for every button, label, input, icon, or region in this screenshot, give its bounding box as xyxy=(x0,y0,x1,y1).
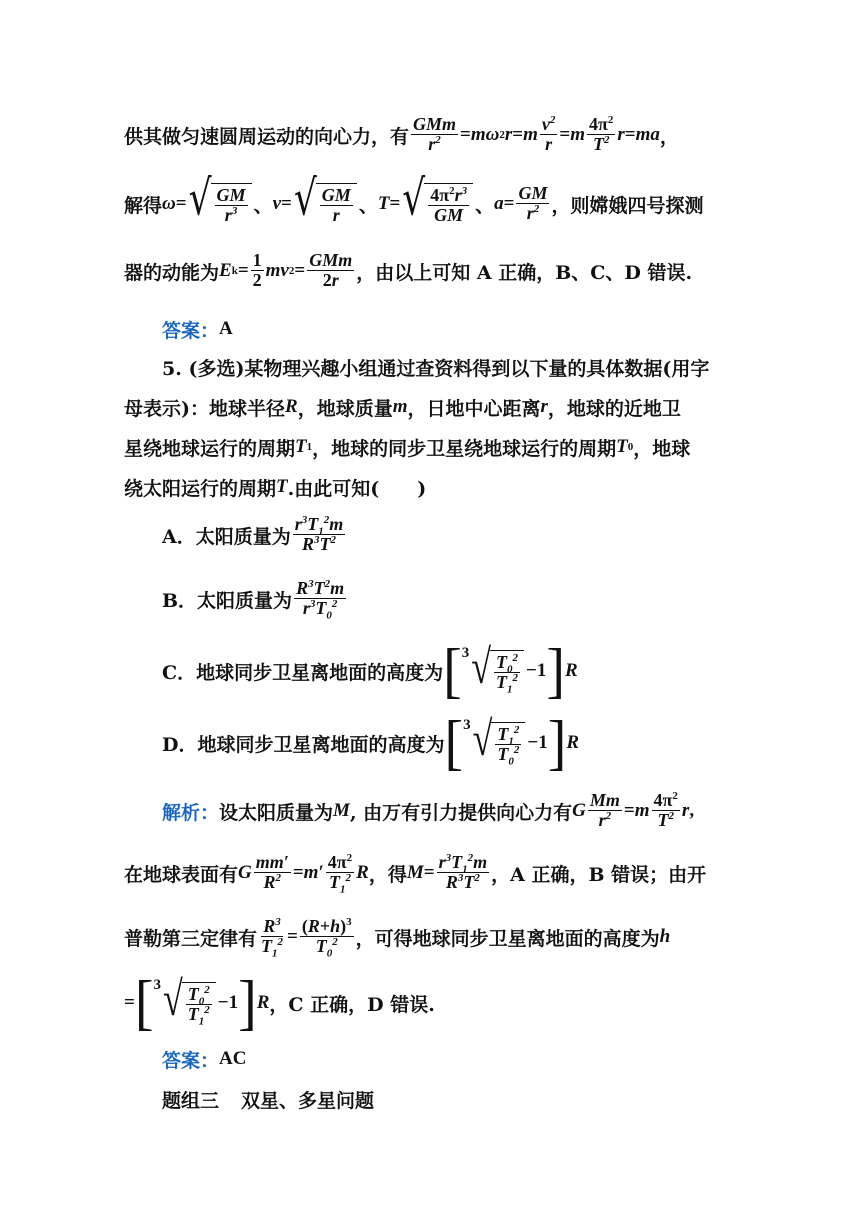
option-a[interactable]: A．太阳质量为 $\frac{r^3T_1^2m}{R^3T^2}$ xyxy=(162,514,344,555)
answer-line: 答案： AC xyxy=(162,1048,247,1072)
analysis-line-1: 解析： 设太阳质量为 M , 由万有引力提供向心力有 G $\frac{Mm}{r^2}$ = m $\frac{4\pi^2}{T^2}$ r , xyxy=(162,790,695,831)
formula: $\frac{v^2}{r}$ xyxy=(541,114,556,155)
question-5-line-4: 绕太阳运行的周期 T .由此可知( ) xyxy=(124,476,427,500)
text: 供其做匀速圆周运动的向心力，有 xyxy=(124,125,410,148)
section-heading: 题组三 双星、多星问题 xyxy=(162,1089,375,1112)
sqrt-formula: √ $\frac{GM}{r^3}$ xyxy=(189,183,252,226)
sqrt-formula: √ $\frac{4\pi^2r^3}{GM}$ xyxy=(402,183,473,226)
option-d[interactable]: D．地球同步卫星离地面的高度为 [ 3 √ $\frac{T_1^2}{T_0^2}$ −1 ] R xyxy=(162,708,580,778)
analysis-line-4: = [ 3 √ $\frac{T_0^2}{T_1^2}$ −1 ] R ，C 正确，D 错误. xyxy=(124,968,435,1038)
option-c[interactable]: C．地球同步卫星离地面的高度为 [ 3 √ $\frac{T_0^2}{T_1^2}$ −1 ] R xyxy=(162,636,578,706)
solution-line-3: 器的动能为 E k = $\frac{1}{2}$ mv 2 = $\frac{\text{GMm}}{2r}$ ，由以上可知 A 正确，B、C、D 错误. xyxy=(124,250,693,291)
answer-line: 答案： A xyxy=(162,318,233,342)
formula: $\frac{\text{GMm}}{r^2}$ xyxy=(413,114,457,155)
solution-line-2: 解得 ω = √ $\frac{GM}{r^3}$ 、 v = √ $\frac{GM}{r}$ 、 T = √ $\frac{4\pi^2r^3}{GM}$ 、 a = $\frac{GM}{r^2}$ ，则嫦娥四号探测 xyxy=(124,171,704,227)
solution-line-1: 供其做匀速圆周运动的向心力，有 $\frac{\text{GMm}}{r^2}$ = mω 2 r = m $\frac{v^2}{r}$ = m $\frac{4\pi^2}{T^2}$ r = ma ， xyxy=(124,114,679,155)
option-b[interactable]: B．太阳质量为 $\frac{R^3T^2m}{r^3T_0^2}$ xyxy=(162,578,345,622)
analysis-line-3: 普勒第三定律有 $\frac{R^3}{T_1^2}$ = $\frac{(R+h)^3}{T_0^2}$ ，可得地球同步卫星离地面的高度为 h xyxy=(124,916,671,960)
question-5-line-1: 5. (多选)某物理兴趣小组通过查资料得到以下量的具体数据(用字 xyxy=(162,357,710,380)
sqrt-formula: √ $\frac{GM}{r}$ xyxy=(294,183,357,226)
question-5-line-2: 母表示)：地球半径 R ，地球质量 m ，日地中心距离 r ，地球的近地卫 xyxy=(124,396,681,420)
question-5-line-3: 星绕地球运行的周期 T 1 ，地球的同步卫星绕地球运行的周期 T 0 ，地球 xyxy=(124,436,691,460)
analysis-line-2: 在地球表面有 G $\frac{mm'}{R^2}$ = m′ $\frac{4\pi^2}{T_1^2}$ R ，得 M = $\frac{r^3T_1^2m}{R^3T^2}$ ，A 正确，B 错误；由开 xyxy=(124,852,707,896)
formula: $\frac{4\pi^2}{T^2}$ xyxy=(589,114,614,155)
